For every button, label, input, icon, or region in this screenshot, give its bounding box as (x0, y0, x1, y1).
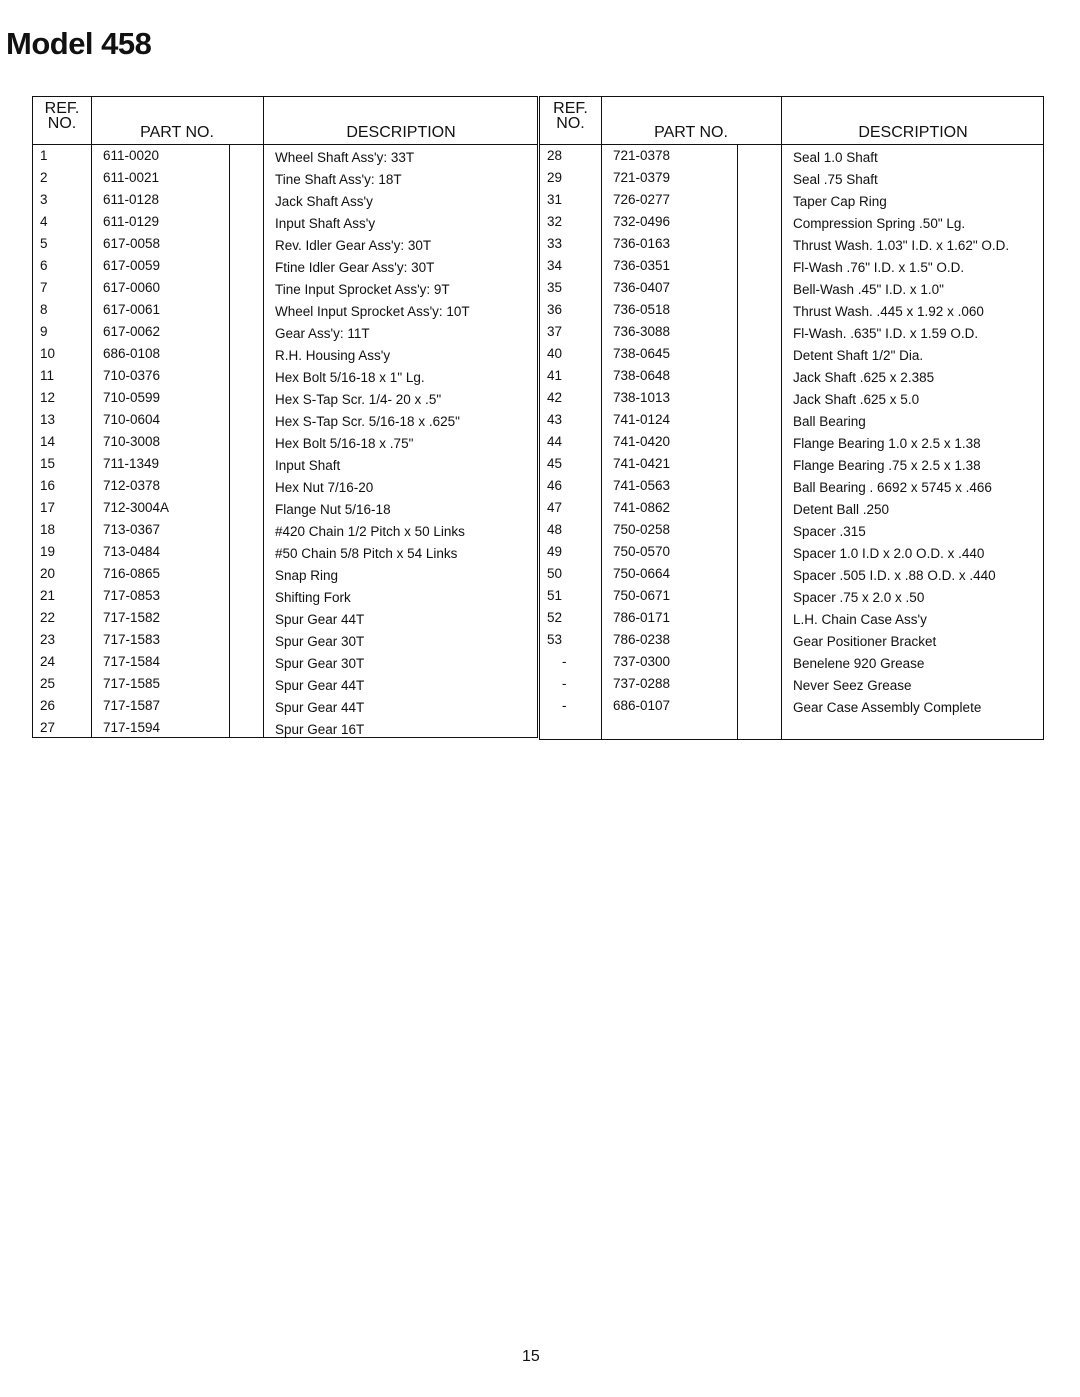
part-description: #50 Chain 5/8 Pitch x 54 Links (275, 546, 458, 561)
part-number: 737-0300 (613, 654, 671, 669)
part-number: 741-0862 (613, 500, 671, 515)
part-number: 712-3004A (103, 500, 170, 515)
part-number: 617-0059 (103, 258, 161, 273)
ref-number: 37 (547, 324, 563, 339)
part-number: 737-0288 (613, 676, 671, 691)
part-description: Hex S-Tap Scr. 5/16-18 x .625" (275, 414, 460, 429)
header-description: DESCRIPTION (858, 124, 968, 141)
part-description: Thrust Wash. 1.03" I.D. x 1.62" O.D. (793, 238, 1010, 253)
header-ref-line1: REF. (553, 100, 588, 117)
part-description: Fl-Wash .76" I.D. x 1.5" O.D. (793, 260, 965, 275)
ref-number: 47 (547, 500, 563, 515)
part-number: 617-0058 (103, 236, 161, 251)
part-description: Wheel Input Sprocket Ass'y: 10T (275, 304, 470, 319)
part-number: 713-0484 (103, 544, 161, 559)
part-description: Shifting Fork (275, 590, 351, 605)
part-number: 736-0351 (613, 258, 671, 273)
part-number: 786-0238 (613, 632, 671, 647)
ref-number: 5 (40, 236, 48, 251)
part-description: Hex Bolt 5/16-18 x 1" Lg. (275, 370, 425, 385)
part-description: Input Shaft (275, 458, 341, 473)
ref-number: 22 (40, 610, 56, 625)
parts-table-left (32, 96, 538, 738)
part-number: 750-0258 (613, 522, 671, 537)
part-description: Ball Bearing . 6692 x 5745 x .466 (793, 480, 992, 495)
part-number: 717-1583 (103, 632, 161, 647)
part-number: 611-0129 (103, 214, 160, 229)
column-divider (781, 97, 782, 739)
ref-number: 4 (40, 214, 48, 229)
part-number: 710-0599 (103, 390, 161, 405)
ref-number: 1 (40, 148, 48, 163)
ref-number: 26 (40, 698, 56, 713)
part-description: Detent Ball .250 (793, 502, 890, 517)
part-number: 732-0496 (613, 214, 671, 229)
part-description: Gear Ass'y: 11T (275, 326, 370, 341)
ref-number: 6 (40, 258, 48, 273)
header-ref-line2: NO. (556, 115, 585, 132)
part-description: Detent Shaft 1/2" Dia. (793, 348, 924, 363)
ref-number: - (562, 654, 567, 669)
part-number: 711-1349 (103, 456, 160, 471)
column-divider (263, 97, 264, 737)
part-description: Rev. Idler Gear Ass'y: 30T (275, 238, 432, 253)
ref-number: 46 (547, 478, 563, 493)
part-number: 710-0604 (103, 412, 161, 427)
ref-number: 29 (547, 170, 563, 185)
ref-number: 15 (40, 456, 56, 471)
part-number: 750-0664 (613, 566, 671, 581)
part-number: 741-0124 (613, 412, 671, 427)
ref-number: 18 (40, 522, 56, 537)
ref-number: - (562, 698, 567, 713)
ref-number: 2 (40, 170, 48, 185)
part-description: Flange Bearing 1.0 x 2.5 x 1.38 (793, 436, 981, 451)
part-description: Seal 1.0 Shaft (793, 150, 878, 165)
part-number: 726-0277 (613, 192, 671, 207)
ref-number: 53 (547, 632, 563, 647)
part-description: Hex Nut 7/16-20 (275, 480, 374, 495)
page-number: 15 (522, 1348, 540, 1365)
part-description: Tine Shaft Ass'y: 18T (275, 172, 402, 187)
column-divider (737, 145, 738, 739)
part-number: 710-0376 (103, 368, 161, 383)
part-description: Spur Gear 44T (275, 612, 365, 627)
ref-number: 42 (547, 390, 563, 405)
part-number: 750-0570 (613, 544, 671, 559)
part-number: 738-1013 (613, 390, 671, 405)
part-description: Fl-Wash. .635" I.D. x 1.59 O.D. (793, 326, 979, 341)
part-number: 717-1587 (103, 698, 161, 713)
part-number: 710-3008 (103, 434, 161, 449)
part-number: 712-0378 (103, 478, 161, 493)
ref-number: 45 (547, 456, 563, 471)
part-number: 617-0062 (103, 324, 161, 339)
part-number: 686-0107 (613, 698, 671, 713)
part-number: 750-0671 (613, 588, 671, 603)
part-number: 721-0379 (613, 170, 671, 185)
column-divider (601, 97, 602, 739)
ref-number: 51 (547, 588, 563, 603)
part-description: Spacer .75 x 2.0 x .50 (793, 590, 925, 605)
part-description: Benelene 920 Grease (793, 656, 925, 671)
ref-number: 52 (547, 610, 563, 625)
ref-number: 24 (40, 654, 56, 669)
part-description: Spacer .505 I.D. x .88 O.D. x .440 (793, 568, 996, 583)
part-description: Bell-Wash .45" I.D. x 1.0" (793, 282, 944, 297)
page-title: Model 458 (6, 26, 152, 61)
header-part-no: PART NO. (654, 124, 728, 141)
part-description: Hex Bolt 5/16-18 x .75" (275, 436, 414, 451)
part-description: L.H. Chain Case Ass'y (793, 612, 927, 627)
part-description: #420 Chain 1/2 Pitch x 50 Links (275, 524, 465, 539)
part-number: 786-0171 (613, 610, 671, 625)
ref-number: 31 (547, 192, 563, 207)
ref-number: 25 (40, 676, 56, 691)
part-number: 741-0420 (613, 434, 671, 449)
part-description: Ftine Idler Gear Ass'y: 30T (275, 260, 435, 275)
part-description: Flange Bearing .75 x 2.5 x 1.38 (793, 458, 981, 473)
header-ref-line1: REF. (44, 100, 80, 117)
part-description: Jack Shaft .625 x 2.385 (793, 370, 935, 385)
column-divider (229, 145, 230, 737)
part-number: 617-0060 (103, 280, 161, 295)
ref-number: 40 (547, 346, 563, 361)
ref-number: 16 (40, 478, 56, 493)
part-number: 741-0421 (613, 456, 671, 471)
part-number: 611-0021 (103, 170, 160, 185)
ref-number: 43 (547, 412, 563, 427)
part-number: 617-0061 (103, 302, 161, 317)
ref-number: 7 (40, 280, 48, 295)
ref-number: 49 (547, 544, 563, 559)
part-description: Tine Input Sprocket Ass'y: 9T (275, 282, 450, 297)
part-number: 713-0367 (103, 522, 161, 537)
ref-number: 21 (40, 588, 56, 603)
part-description: Spur Gear 16T (275, 722, 365, 737)
part-description: Spur Gear 30T (275, 634, 365, 649)
part-description: Spur Gear 30T (275, 656, 365, 671)
part-description: Spur Gear 44T (275, 700, 365, 715)
part-description: Ball Bearing (793, 414, 866, 429)
part-description: Taper Cap Ring (793, 194, 887, 209)
part-description: Flange Nut 5/16-18 (275, 502, 391, 517)
part-number: 716-0865 (103, 566, 161, 581)
ref-number: 33 (547, 236, 563, 251)
part-number: 717-1584 (103, 654, 161, 669)
ref-number: 20 (40, 566, 56, 581)
part-description: R.H. Housing Ass'y (275, 348, 391, 363)
ref-number: 23 (40, 632, 56, 647)
ref-number: 12 (40, 390, 56, 405)
part-number: 717-0853 (103, 588, 161, 603)
ref-number: 19 (40, 544, 56, 559)
ref-number: 3 (40, 192, 48, 207)
part-number: 717-1582 (103, 610, 161, 625)
part-description: Jack Shaft Ass'y (275, 194, 373, 209)
part-description: Wheel Shaft Ass'y: 33T (275, 150, 415, 165)
part-number: 736-0163 (613, 236, 671, 251)
ref-number: 10 (40, 346, 56, 361)
ref-number: 34 (547, 258, 563, 273)
ref-number: 35 (547, 280, 563, 295)
part-number: 736-0518 (613, 302, 671, 317)
ref-number: 36 (547, 302, 563, 317)
ref-number: 44 (547, 434, 563, 449)
ref-number: 9 (40, 324, 48, 339)
ref-number: 28 (547, 148, 563, 163)
part-number: 741-0563 (613, 478, 671, 493)
part-number: 611-0128 (103, 192, 160, 207)
header-description: DESCRIPTION (346, 124, 456, 141)
ref-number: 41 (547, 368, 563, 383)
part-number: 738-0645 (613, 346, 671, 361)
part-description: Snap Ring (275, 568, 339, 583)
column-divider (91, 97, 92, 737)
ref-number: 13 (40, 412, 56, 427)
part-description: Input Shaft Ass'y (275, 216, 376, 231)
ref-number: 14 (40, 434, 56, 449)
part-number: 738-0648 (613, 368, 671, 383)
part-number: 736-0407 (613, 280, 671, 295)
ref-number: 48 (547, 522, 563, 537)
part-description: Gear Positioner Bracket (793, 634, 937, 649)
part-description: Compression Spring .50" Lg. (793, 216, 966, 231)
part-description: Gear Case Assembly Complete (793, 700, 982, 715)
part-description: Seal .75 Shaft (793, 172, 878, 187)
ref-number: - (562, 676, 567, 691)
ref-number: 17 (40, 500, 56, 515)
ref-number: 32 (547, 214, 563, 229)
header-part-no: PART NO. (140, 124, 214, 141)
ref-number: 27 (40, 720, 56, 735)
ref-number: 11 (40, 368, 55, 383)
part-number: 717-1585 (103, 676, 161, 691)
part-description: Spur Gear 44T (275, 678, 365, 693)
part-description: Hex S-Tap Scr. 1/4- 20 x .5" (275, 392, 442, 407)
part-description: Spacer .315 (793, 524, 866, 539)
part-number: 736-3088 (613, 324, 671, 339)
parts-table-right (539, 96, 1044, 740)
ref-number: 8 (40, 302, 48, 317)
header-ref-line2: NO. (47, 115, 77, 132)
part-description: Spacer 1.0 I.D x 2.0 O.D. x .440 (793, 546, 985, 561)
part-number: 686-0108 (103, 346, 161, 361)
ref-number: 50 (547, 566, 563, 581)
part-number: 611-0020 (103, 148, 160, 163)
part-description: Jack Shaft .625 x 5.0 (793, 392, 920, 407)
part-number: 717-1594 (103, 720, 161, 735)
part-number: 721-0378 (613, 148, 671, 163)
part-description: Thrust Wash. .445 x 1.92 x .060 (793, 304, 984, 319)
part-description: Never Seez Grease (793, 678, 912, 693)
